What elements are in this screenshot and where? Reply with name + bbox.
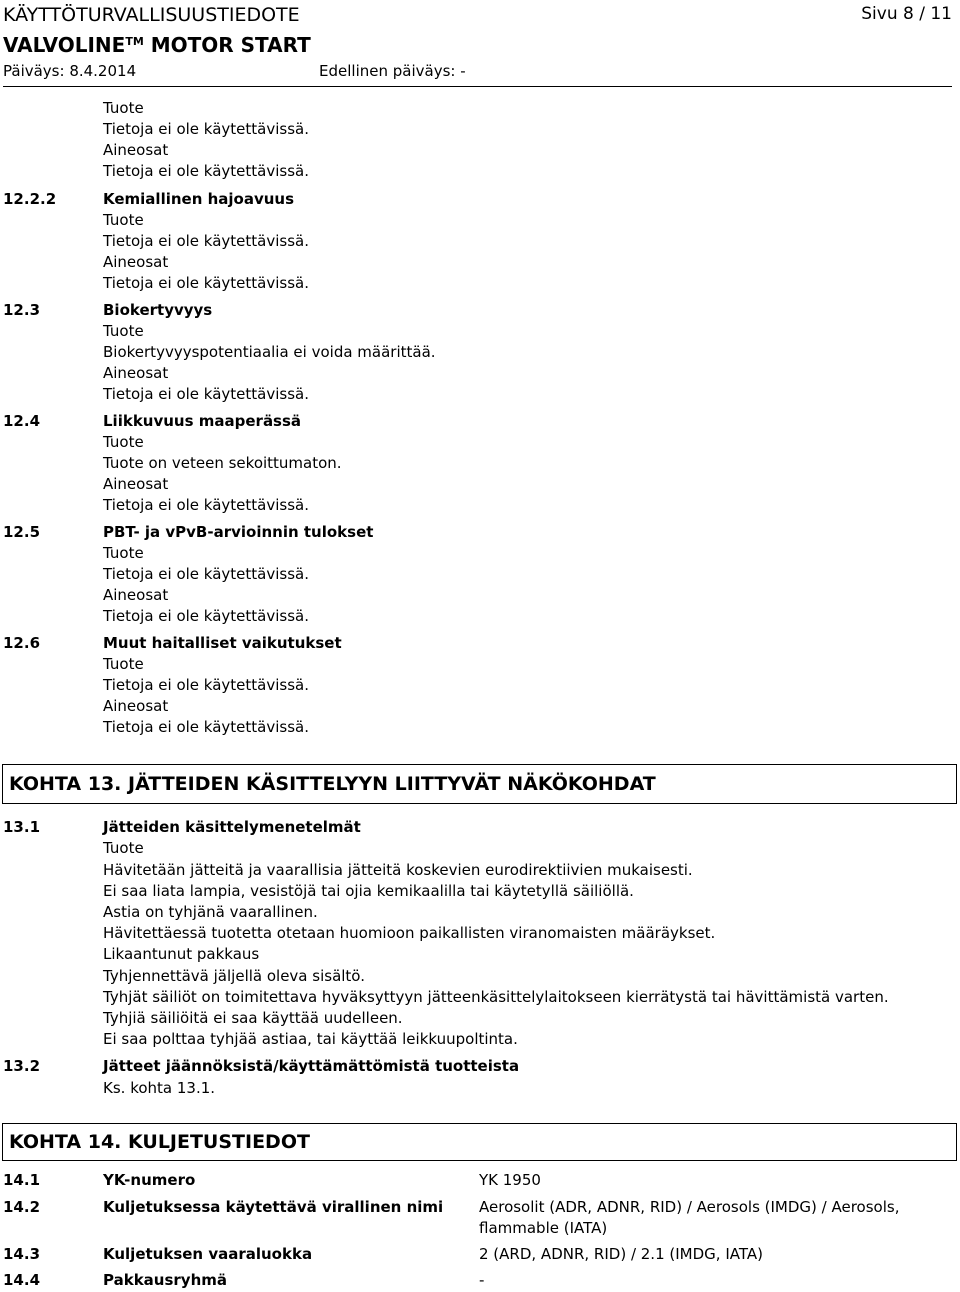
subsection-number: 12.5 <box>3 523 41 541</box>
transport-row-value: YK 1950 <box>479 1171 541 1189</box>
issue-date: Päiväys: 8.4.2014 <box>3 62 137 80</box>
product-text: Biokertyvyyspotentiaalia ei voida määrittää. <box>103 343 436 361</box>
subsection-number: 12.2.2 <box>3 190 57 208</box>
text-line: Ei saa polttaa tyhjää astiaa, tai käyttää leikkuupoltinta. <box>103 1030 518 1048</box>
section-14-title: KOHTA 14. KULJETUSTIEDOT <box>9 1131 310 1153</box>
transport-row-label: Pakkausryhmä <box>103 1271 227 1289</box>
page-number: Sivu 8 / 11 <box>861 4 952 24</box>
product-label: Tuote <box>103 99 144 117</box>
subsection-number: 13.2 <box>3 1057 41 1075</box>
ingredients-label: Aineosat <box>103 586 169 604</box>
product-text: Tietoja ei ole käytettävissä. <box>103 676 309 694</box>
ingredients-label: Aineosat <box>103 697 169 715</box>
date-row <box>3 62 952 84</box>
product-text: Tietoja ei ole käytettävissä. <box>103 232 309 250</box>
transport-row-label: YK-numero <box>103 1171 196 1189</box>
document-title: KÄYTTÖTURVALLISUUSTIEDOTE <box>3 4 300 26</box>
product-label: Tuote <box>103 655 144 673</box>
trademark-mark: TM <box>125 35 144 48</box>
ingredients-label: Aineosat <box>103 475 169 493</box>
transport-row-value: Aerosolit (ADR, ADNR, RID) / Aerosols (IMDG) / Aerosols, flammable (IATA) <box>479 1198 900 1237</box>
product-label: Tuote <box>103 211 144 229</box>
subsection-title: Kemiallinen hajoavuus <box>103 190 295 208</box>
ingredients-text: Tietoja ei ole käytettävissä. <box>103 274 309 292</box>
product-name-row <box>3 33 952 59</box>
text-line: Tyhjennettävä jäljellä oleva sisältö. <box>103 967 365 985</box>
text-line: Ei saa liata lampia, vesistöjä tai ojia kemikaalilla tai käytetyllä säiliöllä. <box>103 882 634 900</box>
previous-date: Edellinen päiväys: - <box>319 62 466 80</box>
text-line: Tyhjät säiliöt on toimitettava hyväksyttyyn jätteenkäsittelylaitokseen kierrätystä tai hävittämistä varten. <box>103 988 889 1006</box>
ingredients-label: Aineosat <box>103 253 169 271</box>
ingredients-label: Aineosat <box>103 141 169 159</box>
product-text: Tietoja ei ole käytettävissä. <box>103 120 309 138</box>
section-13-header <box>2 764 957 804</box>
transport-row-label: Kuljetuksen vaaraluokka <box>103 1245 313 1263</box>
subsection-title: Muut haitalliset vaikutukset <box>103 634 342 652</box>
subsection-number: 12.4 <box>3 412 41 430</box>
transport-row-value: 2 (ARD, ADNR, RID) / 2.1 (IMDG, IATA) <box>479 1245 763 1263</box>
subsection-title: Jätteiden käsittelymenetelmät <box>103 818 361 836</box>
product-label: Tuote <box>103 544 144 562</box>
text-line: Ks. kohta 13.1. <box>103 1079 216 1097</box>
subsection-title: Biokertyvyys <box>103 301 213 319</box>
subsection-number: 12.6 <box>3 634 41 652</box>
subsection-title: Liikkuvuus maaperässä <box>103 412 302 430</box>
document-header-row <box>3 4 952 28</box>
section-14-header <box>2 1123 957 1161</box>
text-line: Likaantunut pakkaus <box>103 945 260 963</box>
text-line: Hävitettäessä tuotetta otetaan huomioon paikallisten viranomaisten määräykset. <box>103 924 716 942</box>
text-line: Tuote <box>103 839 144 857</box>
transport-row-number: 14.2 <box>3 1198 41 1216</box>
ingredients-label: Aineosat <box>103 364 169 382</box>
subsection-number: 12.3 <box>3 301 41 319</box>
product-label: Tuote <box>103 433 144 451</box>
ingredients-text: Tietoja ei ole käytettävissä. <box>103 718 309 736</box>
ingredients-text: Tietoja ei ole käytettävissä. <box>103 496 309 514</box>
product-text: Tietoja ei ole käytettävissä. <box>103 565 309 583</box>
subsection-title: Jätteet jäännöksistä/käyttämättömistä tuotteista <box>103 1057 520 1075</box>
text-line: Tyhjiä säiliöitä ei saa käyttää uudelleen. <box>103 1009 403 1027</box>
section-13-title: KOHTA 13. JÄTTEIDEN KÄSITTELYYN LIITTYVÄT NÄKÖKOHDAT <box>9 773 656 795</box>
product-name-suffix: MOTOR START <box>150 33 311 57</box>
transport-row-number: 14.4 <box>3 1271 41 1289</box>
product-label: Tuote <box>103 322 144 340</box>
product-name: VALVOLINE <box>3 33 126 57</box>
transport-row-number: 14.1 <box>3 1171 41 1189</box>
product-text: Tuote on veteen sekoittumaton. <box>103 454 342 472</box>
transport-row-value: - <box>479 1271 485 1289</box>
subsection-title: PBT- ja vPvB-arvioinnin tulokset <box>103 523 374 541</box>
subsection-number: 13.1 <box>3 818 41 836</box>
header-divider <box>3 86 952 87</box>
ingredients-text: Tietoja ei ole käytettävissä. <box>103 162 309 180</box>
ingredients-text: Tietoja ei ole käytettävissä. <box>103 607 309 625</box>
text-line: Astia on tyhjänä vaarallinen. <box>103 903 318 921</box>
transport-row-label: Kuljetuksessa käytettävä virallinen nimi <box>103 1198 444 1216</box>
transport-row-number: 14.3 <box>3 1245 41 1263</box>
text-line: Hävitetään jätteitä ja vaarallisia jätteitä koskevien eurodirektiivien mukaisesti. <box>103 861 693 879</box>
ingredients-text: Tietoja ei ole käytettävissä. <box>103 385 309 403</box>
